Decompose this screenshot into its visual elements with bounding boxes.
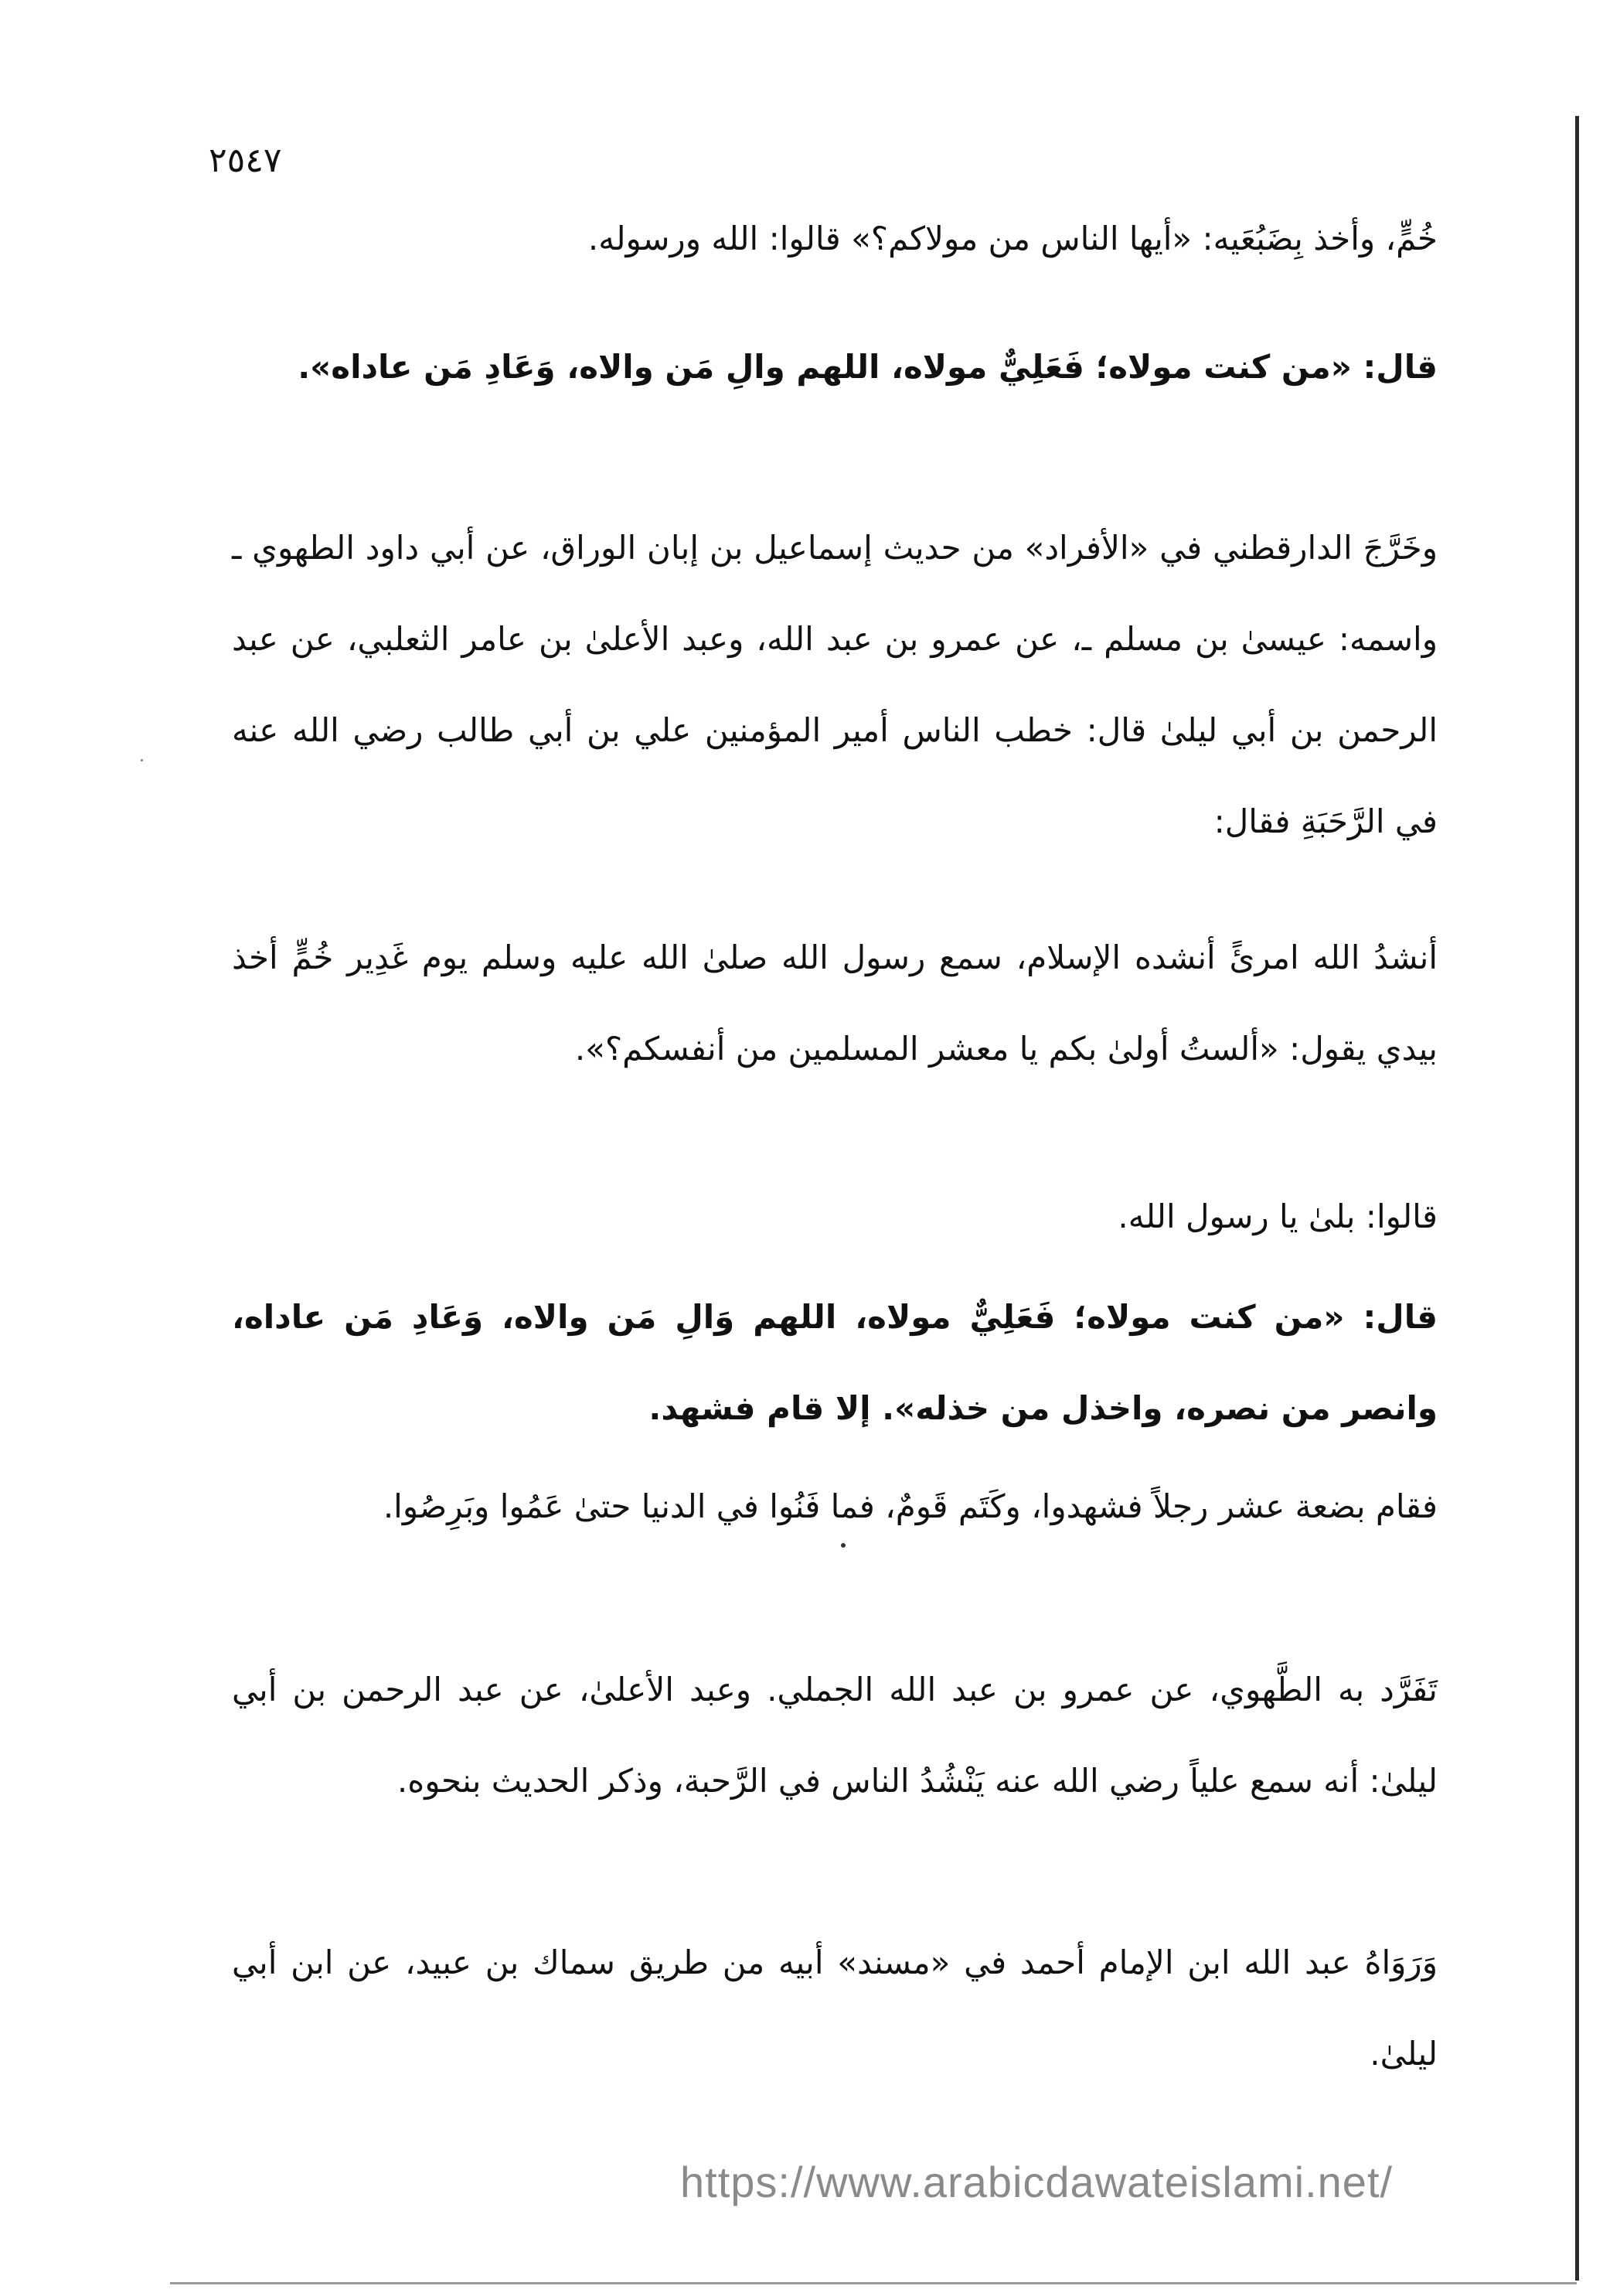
watermark-url: https://www.arabicdawateislami.net/ (680, 2158, 1394, 2206)
paragraph-9: وَرَوَاهُ عبد الله ابن الإمام أحمد في «مسند» أبيه من طريق سماك بن عبيد، عن ابن أبي ليلىٰ. (232, 1943, 1438, 2073)
paragraph-1: خُمٍّ، وأخذ بِضَبُعَيه: «أيها الناس من مولاكم؟» قالوا: الله ورسوله. (587, 220, 1438, 257)
scan-speck (141, 759, 143, 761)
scan-speck (841, 1543, 846, 1548)
scan-edge-bottom (170, 2282, 1577, 2284)
scan-edge-right (1575, 116, 1579, 2281)
paragraph-6: قال: «من كنت مولاه؛ فَعَلِيٌّ مولاه، اللهم وَالِ مَن والاه، وَعَادِ مَن عاداه، وانصر من نصره، واخذل من خذله». إلا قام فشهد. (232, 1298, 1438, 1427)
paragraph-3: وخَرَّجَ الدارقطني في «الأفراد» من حديث إسماعيل بن إبان الوراق، عن أبي داود الطهوي ـ واسمه: عيسىٰ بن مسلم ـ، عن عمرو بن عبد الله، وعبد الأعلىٰ بن عامر الثعلبي، عن عبد الرحمن بن أبي ليلىٰ قال: خطب الناس أمير المؤمنين علي بن أبي طالب رضي الله عنه في الرَّحَبَةِ فقال: (232, 529, 1438, 840)
paragraph-4: أنشدُ الله امرئً أنشده الإسلام، سمع رسول الله صلىٰ الله عليه وسلم يوم غَدِير خُمٍّ أخذ بيدي يقول: «ألستُ أولىٰ بكم يا معشر المسلمين من أنفسكم؟». (232, 938, 1438, 1068)
paragraph-5: قالوا: بلىٰ يا رسول الله. (1118, 1197, 1438, 1235)
paragraph-8: تَفَرَّد به الطَّهوي، عن عمرو بن عبد الله الجملي. وعبد الأعلىٰ، عن عبد الرحمن بن أبي ليلىٰ: أنه سمع علياً رضي الله عنه يَنْشُدُ الناس في الرَّحبة، وذكر الحديث بنحوه. (232, 1671, 1438, 1800)
paragraph-2: قال: «من كنت مولاه؛ فَعَلِيٌّ مولاه، اللهم والِ مَن والاه، وَعَادِ مَن عاداه». (298, 348, 1438, 386)
paragraph-7: فقام بضعة عشر رجلاً فشهدوا، وكَتَم قَومٌ، فما فَنُوا في الدنيا حتىٰ عَمُوا وبَرِصُوا. (383, 1487, 1438, 1525)
page-number: ٢٥٤٧ (209, 141, 282, 180)
